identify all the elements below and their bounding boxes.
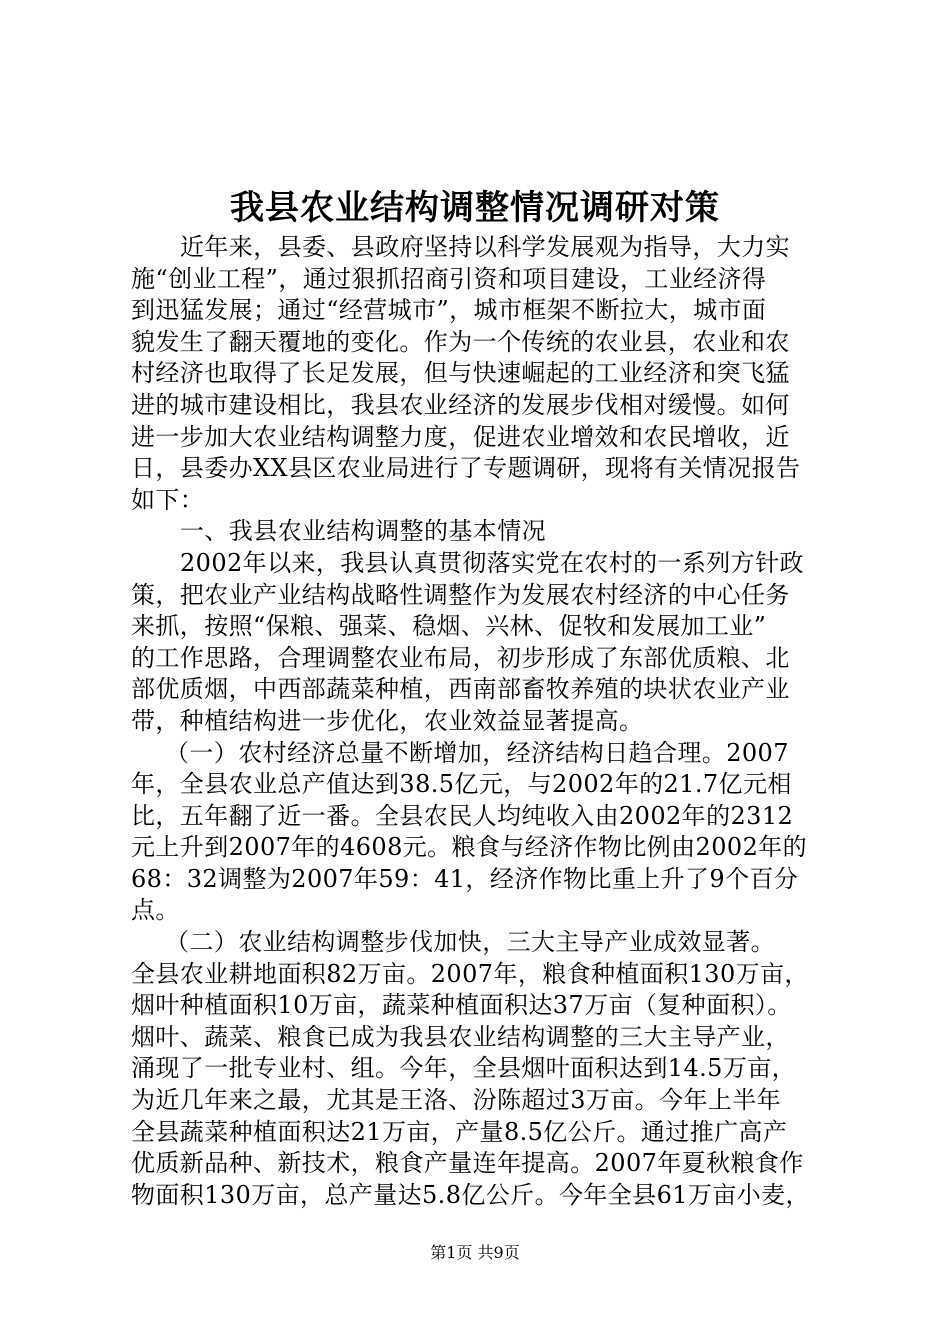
- body-line: 优质新品种、新技术，粮食产量连年提高。2007年夏秋粮食作: [131, 1149, 804, 1178]
- body-line: 进的城市建设相比，我县农业经济的发展步伐相对缓慢。如何: [131, 390, 790, 419]
- body-line: 全县蔬菜种植面积达21万亩，产量8.5亿公斤。通过推广高产: [131, 1117, 788, 1146]
- body-line: 涌现了一批专业村、组。今年，全县烟叶面积达到14.5万亩，: [131, 1054, 797, 1083]
- section-heading: 一、我县农业结构调整的基本情况: [180, 517, 546, 546]
- body-line: 村经济也取得了长足发展，但与快速崛起的工业经济和突飞猛: [131, 359, 790, 388]
- body-line: 貌发生了翻天覆地的变化。作为一个传统的农业县，农业和农: [131, 327, 790, 356]
- body-line: 来抓，按照“保粮、强菜、稳烟、兴林、促牧和发展加工业”: [131, 612, 767, 641]
- body-line: 策，把农业产业结构战略性调整作为发展农村经济的中心任务: [131, 580, 790, 609]
- body-line: 元上升到2007年的4608元。粮食与经济作物比例由2002年的: [131, 833, 808, 862]
- body-line: 烟叶、蔬菜、粮食已成为我县农业结构调整的三大主导产业，: [131, 1022, 790, 1051]
- page-footer: 第1页 共9页: [430, 1243, 520, 1262]
- body-line: 日，县委办XX县区农业局进行了专题调研，现将有关情况报告: [131, 454, 801, 483]
- body-line: 如下：: [131, 485, 205, 514]
- subsection-line: （二）农业结构调整步伐加快，三大主导产业成效显著。: [165, 928, 775, 957]
- body-line: 施“创业工程”，通过狠抓招商引资和项目建设，工业经济得: [131, 264, 767, 293]
- document-body: [131, 232, 843, 1211]
- body-line: 比，五年翻了近一番。全县农民人均纯收入由2002年的2312: [131, 801, 794, 830]
- body-line: 点。: [131, 896, 180, 925]
- body-line: 2002年以来，我县认真贯彻落实党在农村的一系列方针政: [180, 548, 804, 577]
- subsection-line: （一）农村经济总量不断增加，经济结构日趋合理。2007: [165, 738, 789, 767]
- body-line: 进一步加大农业结构调整力度，促进农业增效和农民增收，近: [131, 422, 790, 451]
- body-line: 烟叶种植面积10万亩，蔬菜种植面积达37万亩（复种面积）。: [131, 991, 792, 1020]
- body-line: 带，种植结构进一步优化，农业效益显著提高。: [131, 706, 644, 735]
- body-line: 68：32调整为2007年59：41，经济作物比重上升了9个百分: [131, 864, 799, 893]
- body-line: 的工作思路，合理调整农业布局，初步形成了东部优质粮、北: [131, 643, 790, 672]
- body-line: 部优质烟，中西部蔬菜种植，西南部畜牧养殖的块状农业产业: [131, 675, 790, 704]
- body-line: 全县农业耕地面积82万亩。2007年，粮食种植面积130万亩，: [131, 959, 809, 988]
- body-line: 物面积130万亩，总产量达5.8亿公斤。今年全县61万亩小麦，: [131, 1180, 810, 1209]
- body-line: 到迅猛发展；通过“经营城市”，城市框架不断拉大，城市面: [131, 296, 767, 325]
- body-line: 年，全县农业总产值达到38.5亿元，与2002年的21.7亿元相: [131, 770, 792, 799]
- body-line: 为近几年来之最，尤其是王洛、汾陈超过3万亩。今年上半年: [131, 1086, 782, 1115]
- body-line: 近年来，县委、县政府坚持以科学发展观为指导，大力实: [180, 233, 790, 261]
- document-title: 我县农业结构调整情况调研对策: [230, 188, 720, 228]
